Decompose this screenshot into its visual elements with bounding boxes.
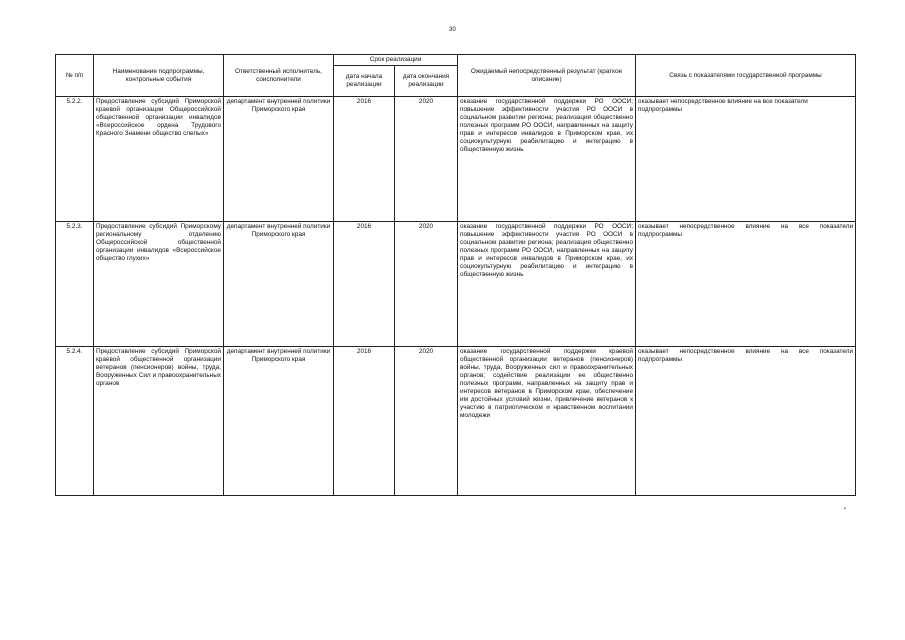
header-name: Наименование подпрограммы, контрольные события xyxy=(94,55,224,97)
row-end-date: 2020 xyxy=(395,222,458,347)
header-end-date: дата окончания реализации xyxy=(395,66,458,97)
header-start-date: дата начала реализации xyxy=(334,66,395,97)
row-result: оказание государственной поддержки краевой общественной организации ветеранов (пенсионеров) войны, труда, Вооруженных сил и правоохранительных органов; содействие реализации ее общественно полезных программ, направленных на защиту прав и интересов ветеранов в Приморском крае, обеспечение им достойных условий жизни, привлечение ветеранов к участию в патриотическом и нравственном воспитании молодежи xyxy=(458,347,636,496)
table-header-row xyxy=(56,55,856,66)
header-term: Срок реализации xyxy=(334,55,458,66)
row-link: оказывает непосредственное влияние на все показатели подпрограммы xyxy=(636,222,856,347)
row-end-date: 2020 xyxy=(395,97,458,222)
row-start-date: 2016 xyxy=(334,222,395,347)
header-link: Связь с показателями государственной программы xyxy=(636,55,856,97)
row-link: оказывает непосредственное влияние на все показатели подпрограммы xyxy=(636,347,856,496)
row-start-date: 2016 xyxy=(334,347,395,496)
row-number: 5.2.4. xyxy=(56,347,94,496)
row-name: Предоставление субсидий Приморской краевой общественной организации ветеранов (пенсионеров) войны, труда, Вооруженных Сил и правоохранительных органов xyxy=(94,347,224,496)
row-result: оказание государственной поддержки РО ООСИ; повышение эффективности участия РО ООСИ в социальном развитии региона; реализация общественно полезных программ РО ООСИ, направленных на защиту прав и интересов инвалидов в Приморском крае, их социокультурную реабилитацию и интеграцию в общественную жизнь xyxy=(458,97,636,222)
row-number: 5.2.3. xyxy=(56,222,94,347)
header-num: № п/п xyxy=(56,55,94,97)
corner-dot: • xyxy=(844,506,846,512)
row-number: 5.2.2. xyxy=(56,97,94,222)
row-name: Предоставление субсидий Приморской краевой организации Общероссийской общественной организации инвалидов «Всероссийское ордена Трудового Красного Знамени общество слепых» xyxy=(94,97,224,222)
row-start-date: 2016 xyxy=(334,97,395,222)
program-measures-table xyxy=(55,54,856,496)
table-row xyxy=(56,347,856,496)
header-result: Ожидаемый непосредственный результат (краткое описание) xyxy=(458,55,636,97)
row-responsible: департамент внутренней политики Приморского края xyxy=(224,347,334,496)
page-number: 30 xyxy=(449,27,456,33)
table-row xyxy=(56,222,856,347)
row-name: Предоставление субсидий Приморскому региональному отделению Общероссийской общественной организации инвалидов «Всероссийское общество глухих» xyxy=(94,222,224,347)
row-responsible: департамент внутренней политики Приморского края xyxy=(224,97,334,222)
header-responsible: Ответственный исполнитель, соисполнители xyxy=(224,55,334,97)
table-row xyxy=(56,97,856,222)
row-result: оказание государственной поддержки РО ООСИ; повышение эффективности участия РО ООСИ в социальном развитии региона; реализация общественно полезных программ РО ООСИ, направленных на защиту прав и интересов инвалидов в Приморском крае, их социокультурную реабилитацию и интеграцию в общественную жизнь xyxy=(458,222,636,347)
row-responsible: департамент внутренней политики Приморского края xyxy=(224,222,334,347)
row-link: оказывает непосредственное влияние на все показатели подпрограммы xyxy=(636,97,856,222)
row-end-date: 2020 xyxy=(395,347,458,496)
